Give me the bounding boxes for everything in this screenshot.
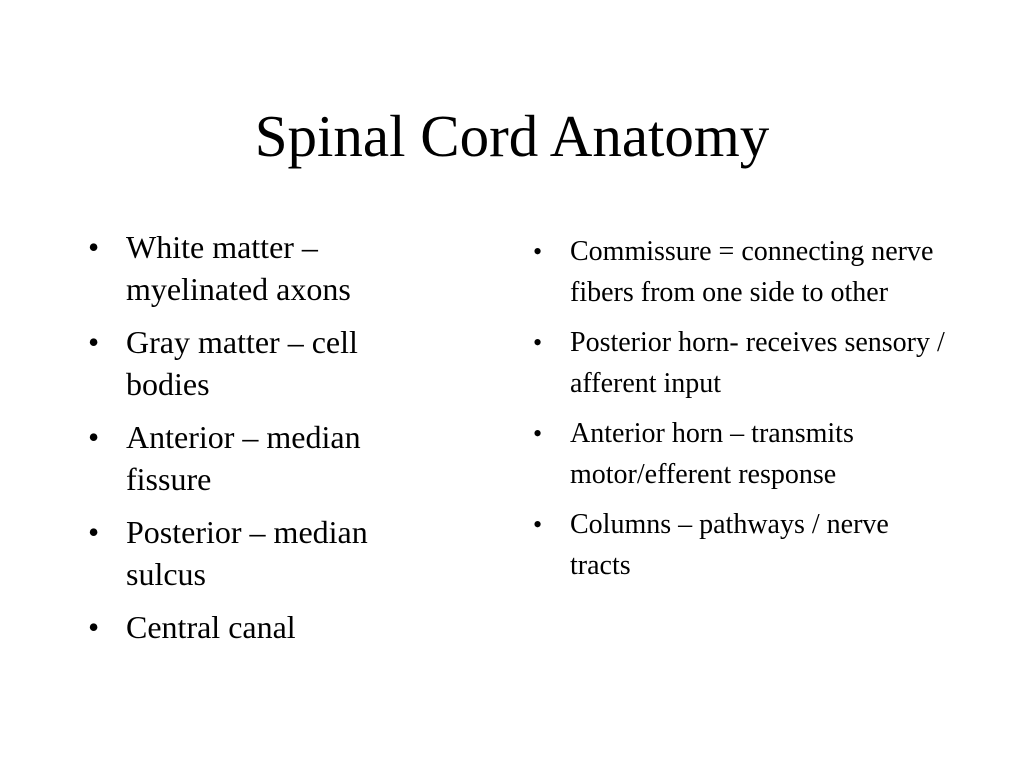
bullet-item-posterior: [88, 511, 448, 595]
bullet-text: Anterior – median fissure: [126, 419, 361, 497]
bullet-text: Posterior – median sulcus: [126, 514, 368, 592]
bullet-item-commissure: [533, 231, 953, 313]
bullet-item-white-matter: [88, 226, 448, 310]
bullet-text: Posterior horn- receives sensory / afferent input: [570, 327, 945, 399]
bullet-item-posterior-horn: [533, 322, 953, 404]
bullet-item-anterior-horn: [533, 413, 953, 495]
bullet-icon: •: [533, 419, 543, 448]
bullet-item-columns: [533, 504, 953, 586]
bullet-text: Anterior horn – transmits motor/efferent response: [570, 418, 854, 490]
bullet-item-anterior: [88, 416, 448, 500]
bullet-icon: •: [88, 514, 100, 550]
bullet-text: Central canal: [126, 609, 296, 645]
bullet-icon: •: [533, 237, 543, 266]
bullet-text: White matter – myelinated axons: [126, 229, 351, 307]
bullet-icon: •: [533, 510, 543, 539]
right-bullet-list: [533, 231, 953, 595]
bullet-item-central-canal: [88, 606, 448, 648]
bullet-text: Commissure = connecting nerve fibers from one side to other: [570, 236, 934, 308]
left-bullet-list: [88, 226, 448, 659]
bullet-text: Columns – pathways / nerve tracts: [570, 509, 889, 581]
bullet-icon: •: [88, 229, 100, 265]
bullet-icon: •: [88, 324, 100, 360]
bullet-icon: •: [88, 609, 100, 645]
bullet-text: Gray matter – cell bodies: [126, 324, 358, 402]
bullet-icon: •: [533, 328, 543, 357]
slide-title: Spinal Cord Anatomy: [254, 103, 770, 169]
bullet-icon: •: [88, 419, 100, 455]
bullet-item-gray-matter: [88, 321, 448, 405]
